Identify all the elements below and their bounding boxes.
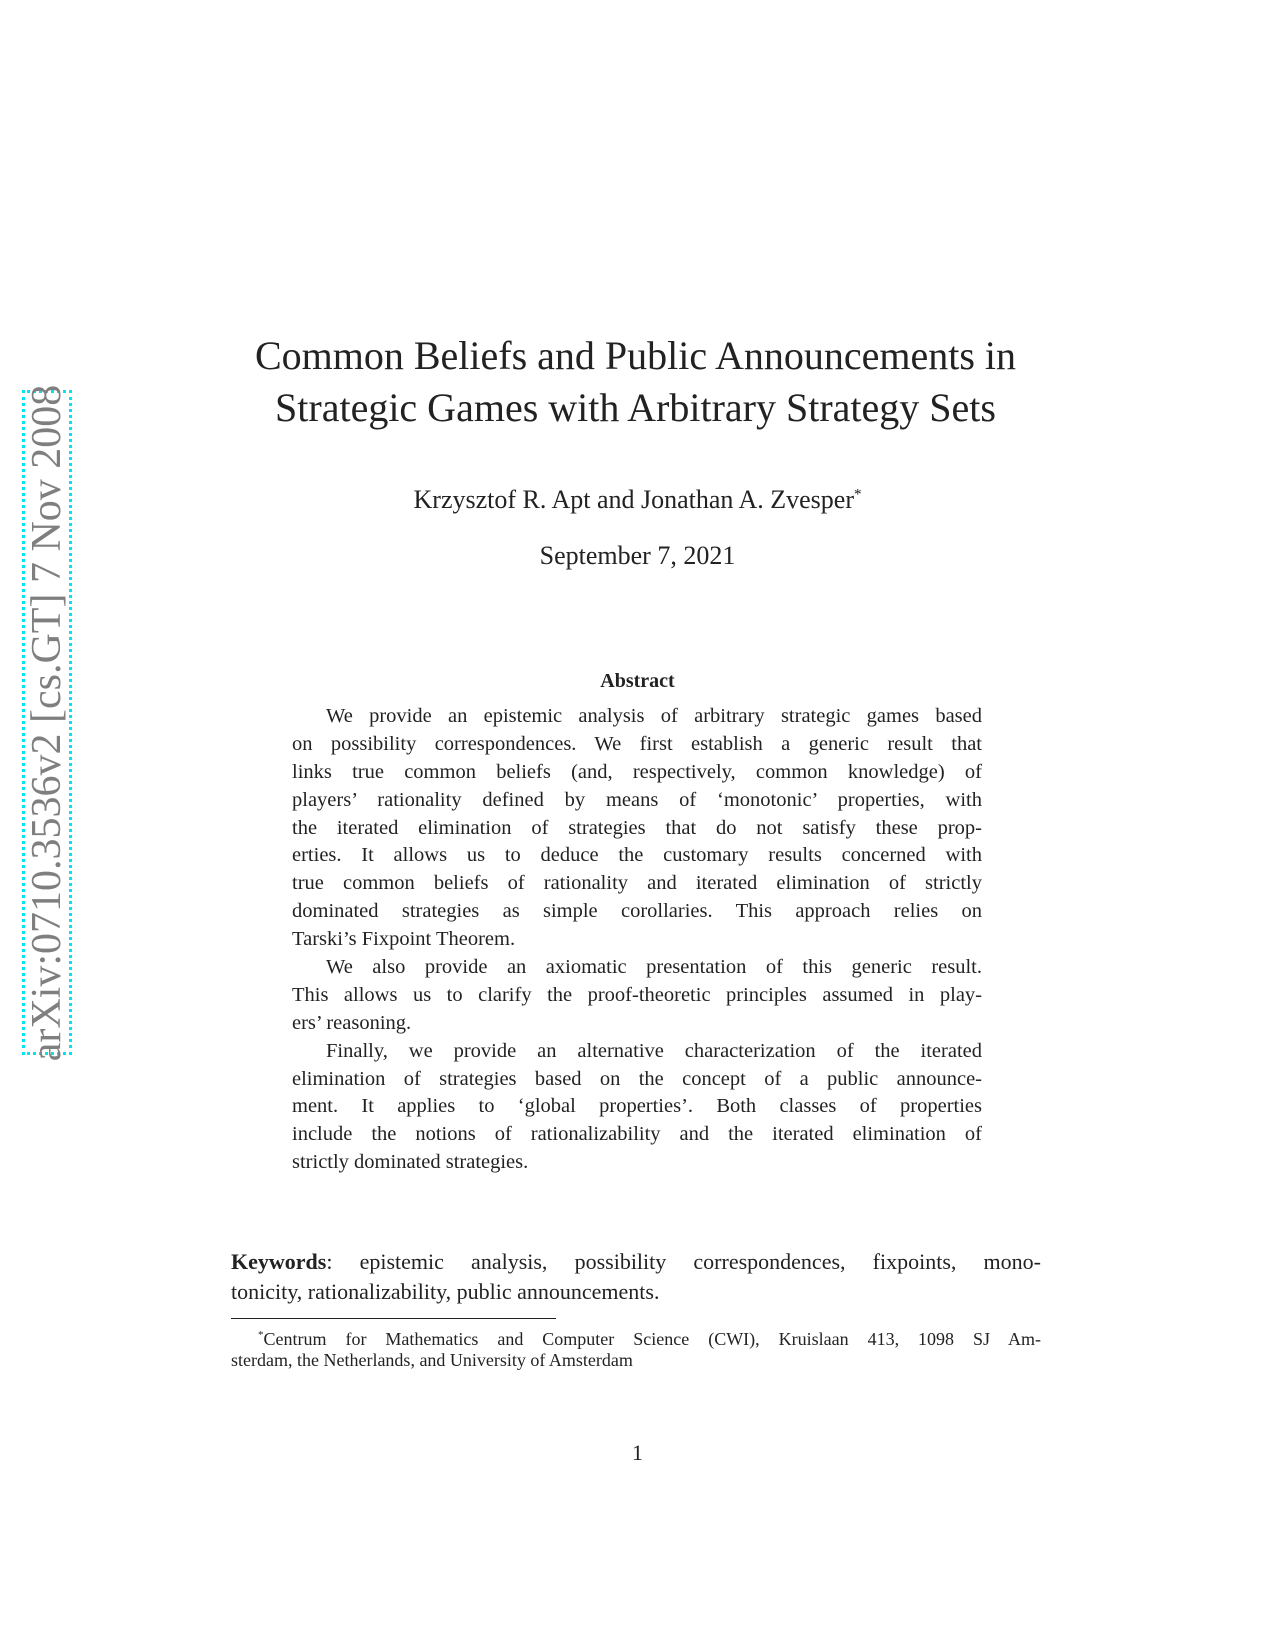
title-line: Strategic Games with Arbitrary Strategy Sets: [275, 385, 996, 430]
abstract-line: ers’ reasoning.: [292, 1011, 412, 1034]
abstract-line: include the notions of rationalizability and the iterated elimination of: [292, 1123, 982, 1146]
abstract-line: Tarski’s Fixpoint Theorem.: [292, 928, 516, 951]
keywords-text: : epistemic analysis, possibility correspondences, fixpoints, mono-: [326, 1249, 1041, 1274]
page-number: 1: [632, 1440, 643, 1465]
abstract-line: players’ rationality defined by means of ‘monotonic’ properties, with: [292, 788, 982, 811]
abstract-line: the iterated elimination of strategies that do not satisfy these prop-: [292, 816, 982, 839]
abstract-line: erties. It allows us to deduce the customary results concerned with: [292, 844, 982, 867]
date: September 7, 2021: [539, 541, 736, 570]
title-line: Common Beliefs and Public Announcements in: [254, 333, 1017, 378]
authors: [0, 485, 1275, 515]
abstract-body: [292, 703, 982, 1177]
footnote: [231, 1323, 1041, 1373]
abstract-heading: Abstract: [600, 670, 675, 692]
paper-title: [0, 330, 1275, 434]
keywords-label: Keywords: [231, 1249, 327, 1274]
abstract-line: strictly dominated strategies.: [292, 1151, 529, 1174]
arxiv-id: arXiv:0710.3536v2 [cs.GT] 7 Nov 2008: [24, 384, 70, 1061]
footnote-text: sterdam, the Netherlands, and University of Amsterdam: [231, 1350, 633, 1370]
abstract-line: Finally, we provide an alternative characterization of the iterated: [326, 1039, 982, 1062]
footnote-rule: [231, 1318, 556, 1319]
abstract-line: dominated strategies as simple corollaries. This approach relies on: [292, 900, 982, 923]
abstract-line: links true common beliefs (and, respectively, common knowledge) of: [292, 760, 982, 783]
abstract-line: on possibility correspondences. We first establish a generic result that: [292, 732, 982, 755]
abstract-line: We provide an epistemic analysis of arbitrary strategic games based: [326, 705, 982, 727]
abstract-line: ment. It applies to ‘global properties’. Both classes of properties: [292, 1095, 982, 1118]
abstract-line: elimination of strategies based on the concept of a public announce-: [292, 1067, 982, 1090]
footnote-mark: *: [258, 1329, 264, 1341]
author-names: Krzysztof R. Apt and Jonathan A. Zvesper: [413, 485, 854, 514]
footnote-text: Centrum for Mathematics and Computer Science (CWI), Kruislaan 413, 1098 SJ Am-: [263, 1329, 1041, 1349]
keywords-text: tonicity, rationalizability, public announcements.: [231, 1279, 660, 1304]
keywords: [231, 1247, 1041, 1307]
abstract-line: This allows us to clarify the proof-theoretic principles assumed in play-: [292, 983, 982, 1006]
abstract-line: true common beliefs of rationality and iterated elimination of strictly: [292, 872, 982, 895]
footnote-mark: *: [853, 486, 862, 503]
abstract-line: We also provide an axiomatic presentation of this generic result.: [326, 956, 982, 979]
